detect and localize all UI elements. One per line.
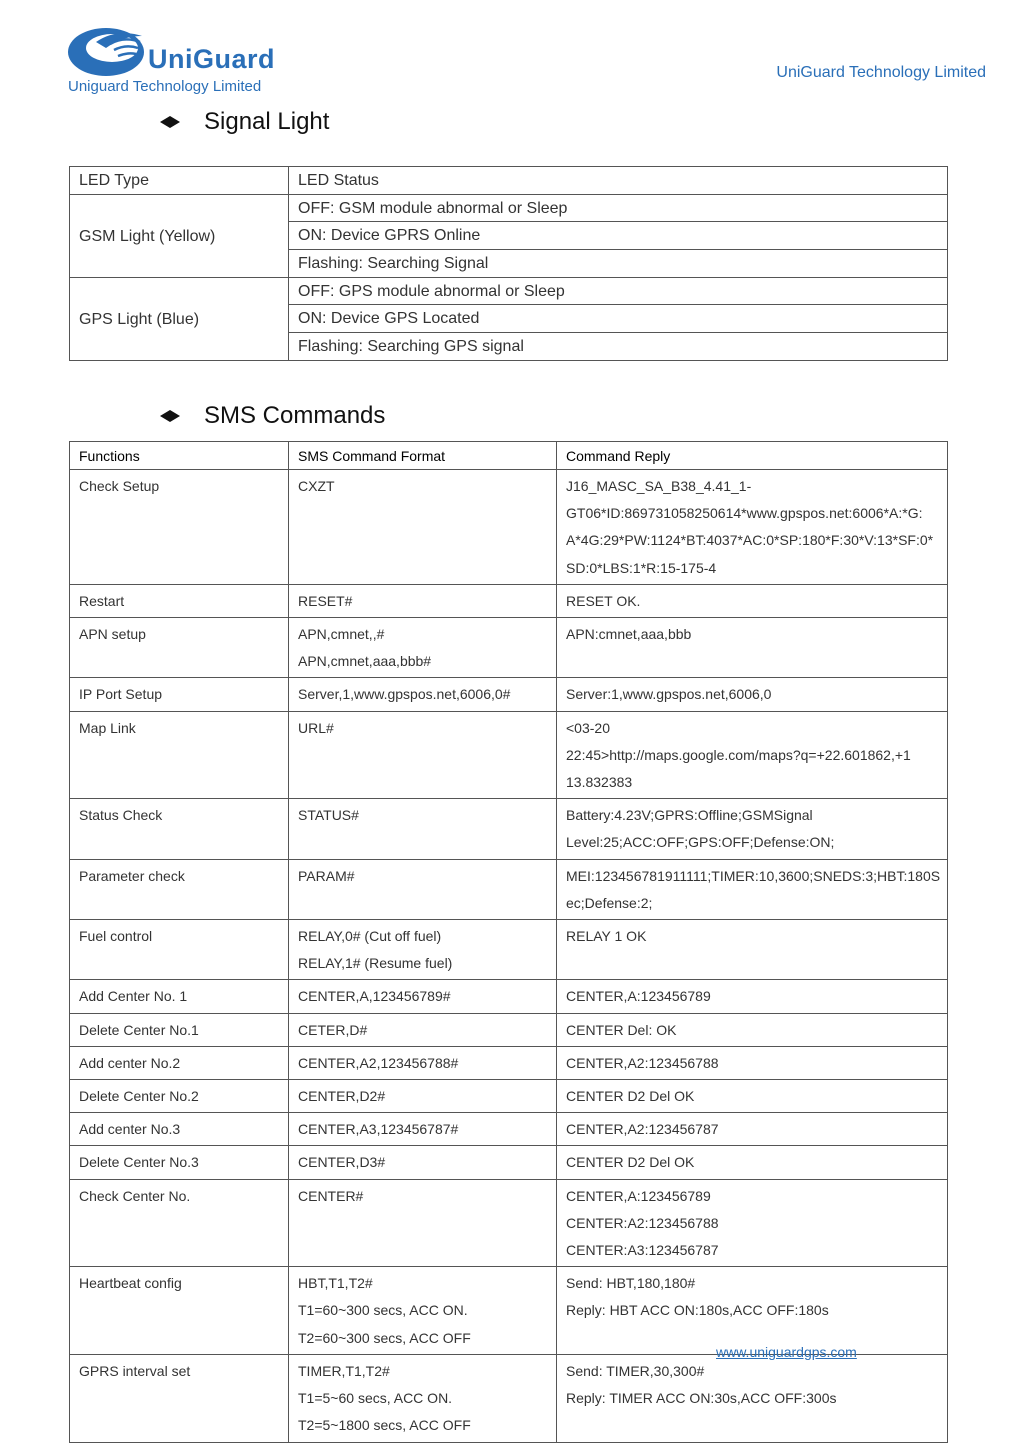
sms-command-row [70, 1080, 948, 1113]
sms-reply-line: A*4G:29*PW:1124*BT:4037*AC:0*SP:180*F:30*V:13*SF:0* [566, 532, 934, 549]
sms-function-cell: GPRS interval set [70, 1354, 289, 1442]
uniguard-logo-icon [66, 22, 150, 80]
sms-reply-line: RELAY 1 OK [566, 928, 647, 945]
sms-command-row [70, 920, 948, 980]
sms-reply-cell [557, 711, 948, 799]
sms-command-row [70, 980, 948, 1013]
sms-format-line: CETER,D# [298, 1021, 368, 1038]
sms-reply-line: CENTER,A2:123456787 [566, 1121, 719, 1138]
sms-reply-line: APN:cmnet,aaa,bbb [566, 626, 692, 643]
sms-reply-line: Reply: HBT ACC ON:180s,ACC OFF:180s [566, 1302, 829, 1319]
sms-reply-line: CENTER D2 Del OK [566, 1088, 695, 1105]
section-title-text: Signal Light [204, 108, 330, 135]
sms-command-row [70, 584, 948, 617]
sms-command-row [70, 799, 948, 859]
sms-format-cell [289, 584, 557, 617]
sms-function-cell: Delete Center No.1 [70, 1013, 289, 1046]
sms-format-line: CENTER,A2,123456788# [298, 1054, 459, 1071]
sms-function-cell: Parameter check [70, 859, 289, 919]
sms-header-row [70, 442, 948, 470]
sms-format-line: T1=60~300 secs, ACC ON. [298, 1302, 468, 1319]
section-title-signal-light [160, 108, 329, 136]
sms-reply-line: SD:0*LBS:1*R:15-175-4 [566, 559, 717, 576]
sms-reply-line: MEI:123456781911111;TIMER:10,3600;SNEDS:3;HBT:180S [566, 867, 941, 884]
sms-reply-line: J16_MASC_SA_B38_4.41_1- [566, 478, 752, 494]
sms-command-row [70, 711, 948, 799]
sms-format-line: T2=5~1800 secs, ACC OFF [298, 1417, 471, 1434]
sms-command-row [70, 1267, 948, 1355]
sms-format-line: URL# [298, 719, 334, 736]
sms-format-line: CENTER# [298, 1187, 364, 1204]
footer-website-link[interactable]: www.uniguardgps.com [716, 1344, 857, 1360]
sms-function-cell: Add Center No. 1 [70, 980, 289, 1013]
sms-format-cell [289, 470, 557, 585]
sms-function-cell: Delete Center No.2 [70, 1080, 289, 1113]
logo-name: UniGuard [148, 44, 276, 74]
sms-reply-cell [557, 859, 948, 919]
sms-reply-cell [557, 920, 948, 980]
sms-format-cell [289, 859, 557, 919]
sms-command-row [70, 1354, 948, 1442]
sms-header-cell: SMS Command Format [289, 442, 557, 470]
sms-function-cell: Check Setup [70, 470, 289, 585]
section-title-text: SMS Commands [204, 402, 386, 429]
sms-format-line: PARAM# [298, 867, 355, 884]
led-header-cell: LED Status [289, 167, 948, 195]
led-header-row [70, 167, 948, 195]
sms-reply-line: Server:1,www.gpspos.net,6006,0 [566, 686, 772, 703]
sms-reply-cell [557, 678, 948, 711]
sms-format-line: HBT,T1,T2# [298, 1275, 373, 1292]
led-status-cell: Flashing: Searching Signal [289, 250, 948, 278]
sms-reply-line: 22:45>http://maps.google.com/maps?q=+22.601862,+1 [566, 746, 911, 763]
sms-reply-cell [557, 799, 948, 859]
sms-function-cell: Map Link [70, 711, 289, 799]
sms-format-line: APN,cmnet,aaa,bbb# [298, 653, 432, 670]
sms-command-row [70, 678, 948, 711]
sms-format-cell [289, 920, 557, 980]
led-status-cell: OFF: GSM module abnormal or Sleep [289, 194, 948, 222]
sms-reply-cell [557, 584, 948, 617]
sms-reply-cell [557, 1267, 948, 1355]
sms-reply-line: CENTER D2 Del OK [566, 1154, 695, 1171]
sms-reply-cell [557, 1146, 948, 1179]
sms-format-line: Server,1,www.gpspos.net,6006,0# [298, 686, 511, 703]
diamond-bullet-icon [160, 410, 180, 422]
sms-command-row [70, 1013, 948, 1046]
sms-reply-cell [557, 1113, 948, 1146]
sms-reply-line: Level:25;ACC:OFF;GPS:OFF;Defense:ON; [566, 834, 835, 851]
led-table [69, 166, 948, 361]
sms-reply-cell [557, 618, 948, 678]
led-type-cell: GSM Light (Yellow) [70, 194, 289, 277]
sms-command-row [70, 1146, 948, 1179]
sms-format-cell [289, 1080, 557, 1113]
sms-format-cell [289, 711, 557, 799]
led-row [70, 277, 948, 305]
sms-format-cell [289, 799, 557, 859]
sms-format-cell [289, 618, 557, 678]
sms-function-cell: Restart [70, 584, 289, 617]
sms-format-line: CENTER,A,123456789# [298, 988, 451, 1005]
sms-format-line: CENTER,A3,123456787# [298, 1121, 459, 1138]
sms-command-row [70, 618, 948, 678]
section-title-sms-commands [160, 402, 385, 430]
sms-format-line: CENTER,D2# [298, 1088, 386, 1105]
sms-command-row [70, 470, 948, 585]
sms-format-cell [289, 1046, 557, 1079]
sms-reply-line: 13.832383 [566, 774, 633, 791]
sms-function-cell: Add center No.2 [70, 1046, 289, 1079]
sms-format-cell [289, 1013, 557, 1046]
sms-function-cell: Status Check [70, 799, 289, 859]
led-status-cell: ON: Device GPRS Online [289, 222, 948, 250]
sms-command-row [70, 859, 948, 919]
led-type-cell: GPS Light (Blue) [70, 277, 289, 360]
logo-subtitle: Uniguard Technology Limited [68, 78, 262, 95]
sms-format-cell [289, 980, 557, 1013]
sms-reply-line: CENTER Del: OK [566, 1021, 677, 1038]
sms-command-row [70, 1046, 948, 1079]
sms-reply-line: Reply: TIMER ACC ON:30s,ACC OFF:300s [566, 1390, 837, 1407]
sms-format-cell [289, 1179, 557, 1267]
sms-reply-line: CENTER:A3:123456787 [566, 1242, 719, 1259]
sms-reply-cell [557, 1046, 948, 1079]
sms-reply-cell [557, 1354, 948, 1442]
led-status-cell: Flashing: Searching GPS signal [289, 333, 948, 361]
sms-format-cell [289, 1113, 557, 1146]
sms-format-line: CXZT [298, 478, 335, 494]
header-company-name: UniGuard Technology Limited [776, 64, 986, 81]
sms-reply-cell [557, 1179, 948, 1267]
sms-reply-line: CENTER,A:123456789 [566, 988, 711, 1005]
sms-reply-cell [557, 980, 948, 1013]
sms-reply-cell [557, 1013, 948, 1046]
sms-function-cell: Heartbeat config [70, 1267, 289, 1355]
led-header-cell: LED Type [70, 167, 289, 195]
sms-reply-line: Battery:4.23V;GPRS:Offline;GSMSignal [566, 807, 813, 824]
sms-function-cell: Fuel control [70, 920, 289, 980]
sms-table [69, 441, 948, 1443]
sms-reply-cell [557, 1080, 948, 1113]
sms-format-line: CENTER,D3# [298, 1154, 386, 1171]
sms-function-cell: APN setup [70, 618, 289, 678]
sms-format-line: APN,cmnet,,# [298, 626, 385, 643]
sms-format-line: STATUS# [298, 807, 359, 824]
sms-reply-line: <03-20 [566, 719, 610, 736]
sms-format-cell [289, 1267, 557, 1355]
sms-function-cell: Delete Center No.3 [70, 1146, 289, 1179]
sms-header-cell: Command Reply [557, 442, 948, 470]
sms-function-cell: IP Port Setup [70, 678, 289, 711]
sms-reply-line: CENTER,A2:123456788 [566, 1054, 719, 1071]
sms-reply-line: CENTER:A2:123456788 [566, 1214, 719, 1231]
sms-format-line: RELAY,0# (Cut off fuel) [298, 928, 442, 945]
sms-format-cell [289, 678, 557, 711]
sms-format-line: T2=60~300 secs, ACC OFF [298, 1329, 471, 1346]
sms-reply-line: ec;Defense:2; [566, 894, 653, 911]
sms-format-cell [289, 1146, 557, 1179]
sms-reply-line: Send: HBT,180,180# [566, 1275, 696, 1292]
led-status-cell: ON: Device GPS Located [289, 305, 948, 333]
sms-command-row [70, 1179, 948, 1267]
sms-format-line: RELAY,1# (Resume fuel) [298, 955, 453, 972]
sms-reply-line: Send: TIMER,30,300# [566, 1362, 705, 1379]
sms-function-cell: Check Center No. [70, 1179, 289, 1267]
sms-reply-line: GT06*ID:869731058250614*www.gpspos.net:6006*A:*G: [566, 505, 923, 522]
sms-format-line: RESET# [298, 592, 353, 609]
sms-header-cell: Functions [70, 442, 289, 470]
sms-format-cell [289, 1354, 557, 1442]
sms-command-row [70, 1113, 948, 1146]
sms-format-line: TIMER,T1,T2# [298, 1362, 390, 1379]
led-row [70, 194, 948, 222]
sms-reply-line: RESET OK. [566, 592, 641, 609]
sms-reply-line: CENTER,A:123456789 [566, 1187, 711, 1204]
sms-reply-cell [557, 470, 948, 585]
company-logo [66, 22, 286, 98]
sms-function-cell: Add center No.3 [70, 1113, 289, 1146]
page-header [66, 22, 986, 102]
diamond-bullet-icon [160, 116, 180, 128]
led-status-cell: OFF: GPS module abnormal or Sleep [289, 277, 948, 305]
sms-format-line: T1=5~60 secs, ACC ON. [298, 1390, 453, 1407]
